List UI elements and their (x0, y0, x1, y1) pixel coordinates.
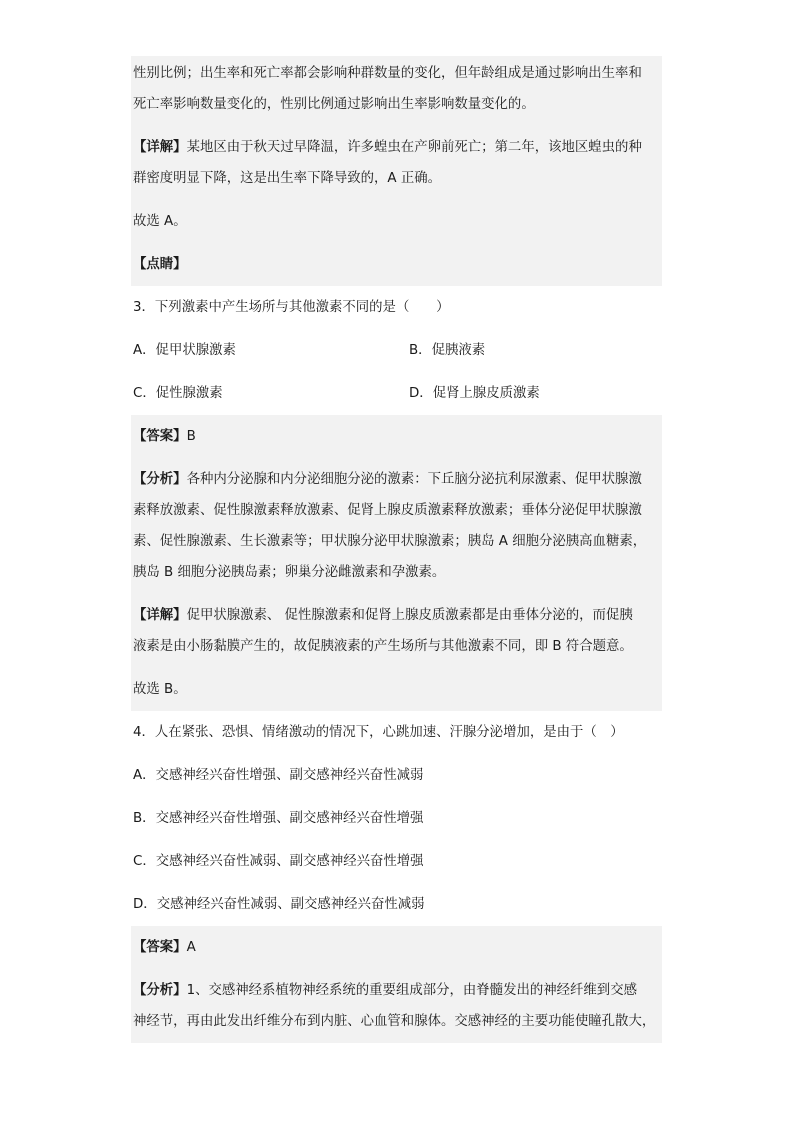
answer-line (133, 932, 662, 963)
option-d: D．交感神经兴奋性减弱、副交感神经兴奋性减弱 (133, 897, 425, 912)
analysis-line: 性别比例；出生率和死亡率都会影响种群数量的变化，但年龄组成是通过影响出生率和 (133, 66, 642, 81)
answer-value: B (186, 429, 196, 444)
analysis-line: 死亡率影响数量变化的，性别比例通过影响出生率影响数量变化的。 (133, 97, 535, 112)
option-d: D．促肾上腺皮质激素 (409, 386, 540, 401)
detail-line: 群密度明显下降，这是出生率下降导致的，A 正确。 (133, 171, 442, 186)
detail-line: 【详解】某地区由于秋天过早降温，许多蝗虫在产卵前死亡；第二年，该地区蝗虫的种 (133, 140, 642, 155)
option-b: B．促胰液素 (409, 343, 486, 358)
option-a: A．交感神经兴奋性增强、副交感神经兴奋性减弱 (133, 768, 424, 783)
detail-line: 【详解】促甲状腺激素、 促性腺激素和促肾上腺皮质激素都是由垂体分泌的，而促胰 (133, 608, 633, 623)
choose-line: 故选 A。 (133, 214, 187, 229)
option-c: C．交感神经兴奋性减弱、副交感神经兴奋性增强 (133, 854, 424, 869)
analysis-line: 神经节，再由此发出纤维分布到内脏、心血管和腺体。交感神经的主要功能使瞳孔散大， (133, 1014, 656, 1029)
option-c: C．促性腺激素 (133, 386, 223, 401)
question-3-options-row-1 (131, 329, 671, 372)
detail-tag: 【详解】 (133, 608, 187, 623)
analysis-tag: 【分析】 (133, 472, 187, 487)
analysis-line: 【分析】1、交感神经系植物神经系统的重要组成部分，由脊髓发出的神经纤维到交感 (133, 983, 637, 998)
comment-tag: 【点睛】 (133, 257, 187, 272)
analysis-line: 素、促性腺激素、生长激素等；甲状腺分泌甲状腺激素；胰岛 A 细胞分泌胰高血糖素， (133, 534, 647, 549)
option-a: A．促甲状腺激素 (133, 343, 236, 358)
answer-tag: 【答案】 (133, 429, 187, 444)
question-3-solution-block (131, 415, 662, 711)
answer-value: A (186, 940, 196, 955)
answer-tag: 【答案】 (133, 940, 187, 955)
choose-line: 故选 B。 (133, 682, 187, 697)
analysis-line: 素释放激素、促性腺激素释放激素、促肾上腺皮质激素释放激素；垂体分泌促甲状腺激 (133, 503, 642, 518)
detail-line: 液素是由小肠黏膜产生的，故促胰液素的产生场所与其他激素不同，即 B 符合题意。 (133, 639, 633, 654)
question-4-stem: 4．人在紧张、恐惧、情绪激动的情况下，心跳加速、汗腺分泌增加，是由于（ ） (133, 725, 624, 740)
option-b: B．交感神经兴奋性增强、副交感神经兴奋性增强 (133, 811, 424, 826)
question-4-solution-block (131, 926, 662, 1043)
question-3-stem: 3．下列激素中产生场所与其他激素不同的是（ ） (133, 300, 450, 315)
analysis-line: 胰岛 B 细胞分泌胰岛素；卵巢分泌雌激素和孕激素。 (133, 565, 446, 580)
analysis-line: 【分析】各种内分泌腺和内分泌细胞分泌的激素：下丘脑分泌抗利尿激素、促甲状腺激 (133, 472, 642, 487)
prev-analysis-block (131, 56, 662, 286)
question-3-options-row-2 (131, 372, 671, 415)
analysis-tag: 【分析】 (133, 983, 187, 998)
detail-tag: 【详解】 (133, 140, 187, 155)
document-page (131, 56, 671, 1043)
answer-line (133, 421, 662, 452)
